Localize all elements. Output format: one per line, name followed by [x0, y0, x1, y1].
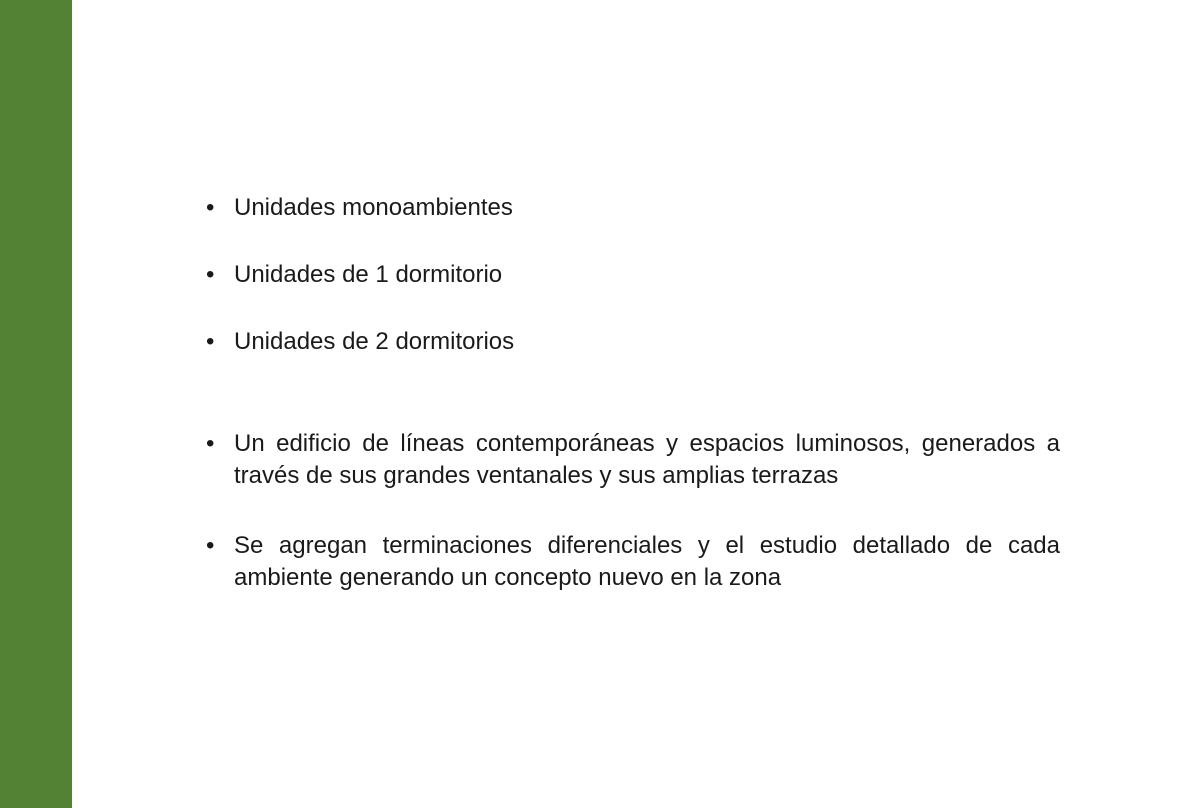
bullet-icon: • [206, 261, 215, 288]
list-item [206, 192, 1060, 224]
bullet-icon: • [206, 430, 215, 457]
bullet-icon: • [206, 328, 215, 355]
list-item [206, 259, 1060, 291]
list-item [206, 530, 1060, 594]
green-side-bar [0, 0, 72, 808]
list-item-text: Unidades de 2 dormitorios [234, 328, 515, 355]
list-item-text: Unidades monoambientes [234, 194, 513, 221]
list-item-text: Unidades de 1 dormitorio [234, 261, 503, 288]
bullet-icon: • [206, 194, 215, 221]
list-item [206, 326, 1060, 358]
list-item-text: Se agregan terminaciones diferenciales y el estudio detallado de cada ambiente generando un concepto nuevo en la zona [234, 532, 1060, 591]
list-item [206, 428, 1060, 492]
bullet-icon: • [206, 532, 215, 559]
list-item-text: Un edificio de líneas contemporáneas y espacios luminosos, generados a través de sus grandes ventanales y sus amplias terrazas [234, 430, 1060, 489]
